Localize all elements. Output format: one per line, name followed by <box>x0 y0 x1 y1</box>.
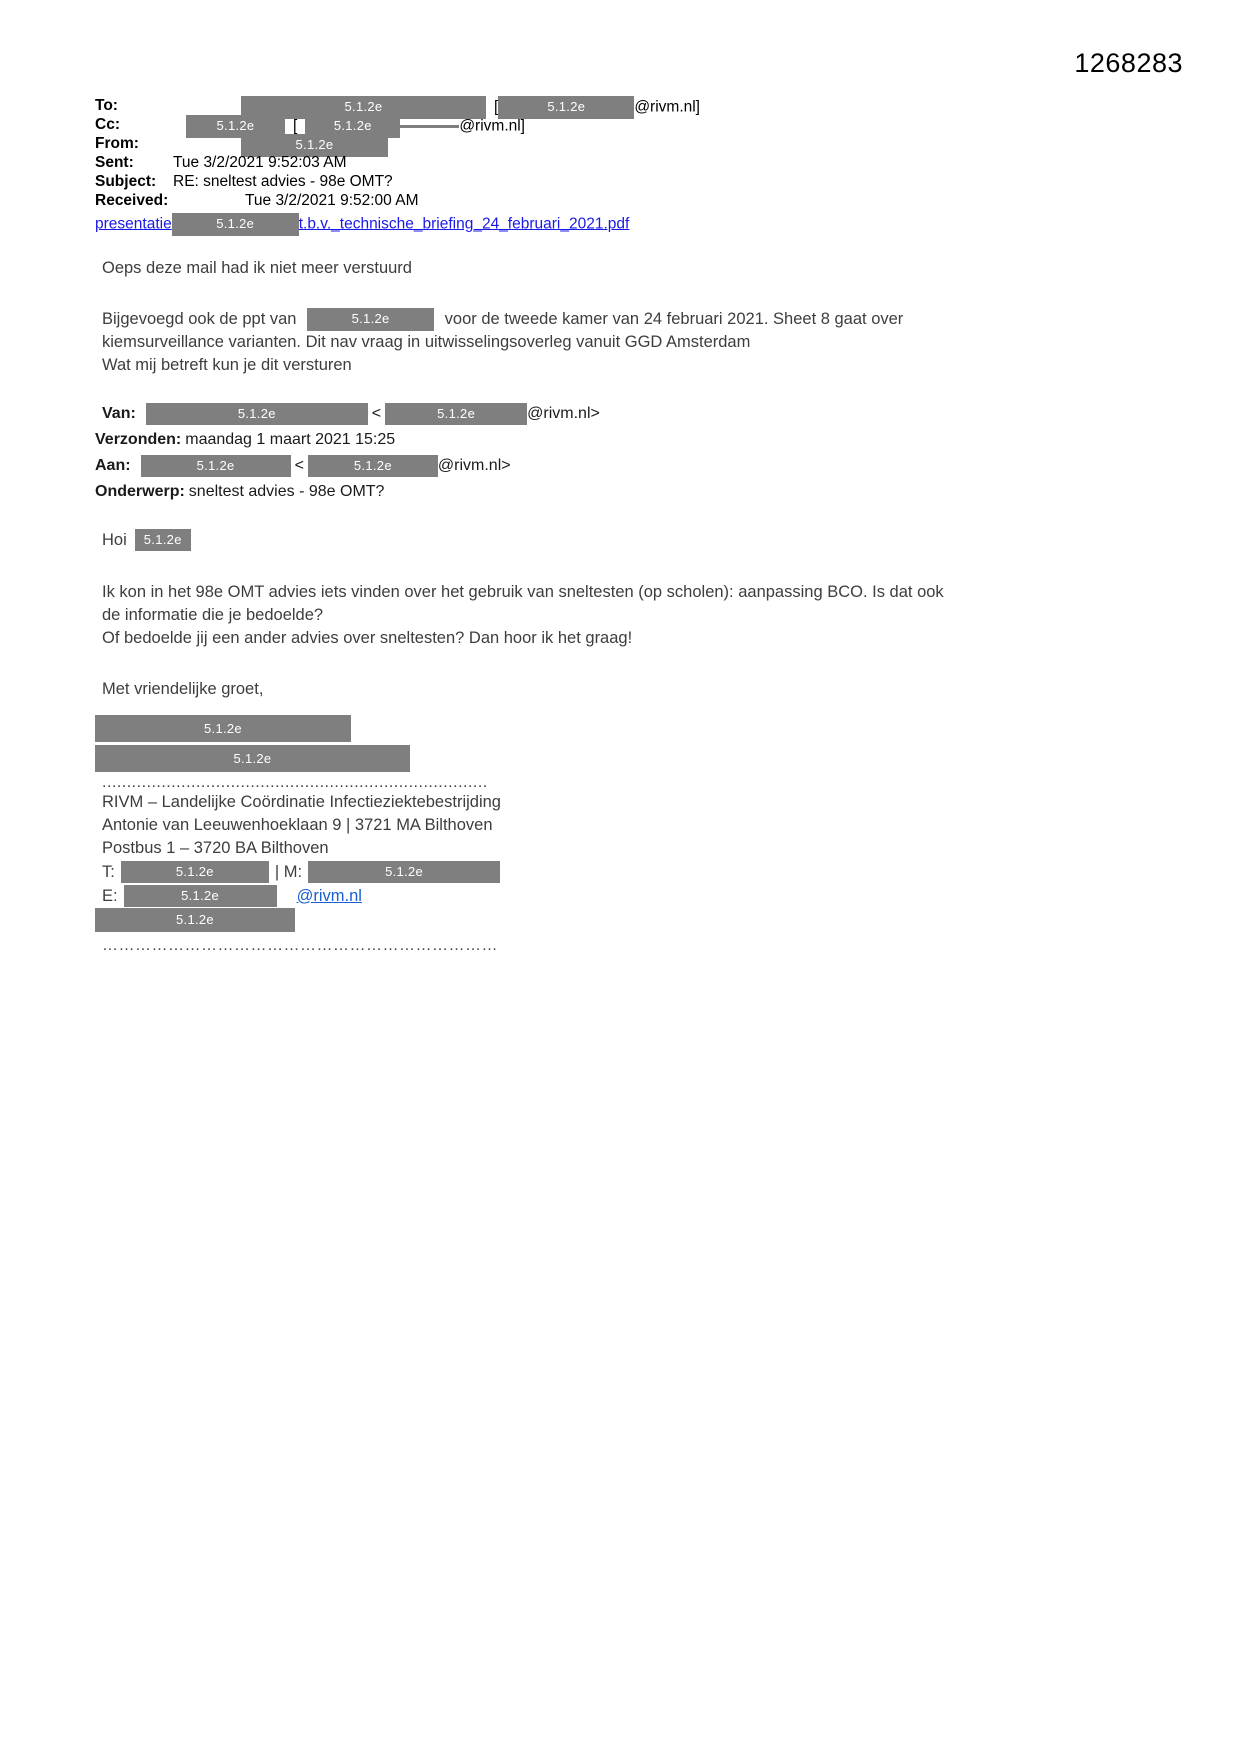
redaction-box <box>400 125 459 128</box>
quoted-row-van <box>95 401 1155 427</box>
angle-open: < <box>371 405 382 422</box>
header-value-received: Tue 3/2/2021 9:52:00 AM <box>245 192 419 209</box>
quoted-para1-line1: Ik kon in het 98e OMT advies iets vinden over het gebruik van sneltesten (op scholen): aanpassing BCO. Is dat ook <box>102 583 944 601</box>
quoted-email-header <box>95 401 1155 505</box>
body-line-2-part-b: voor de tweede kamer van 24 februari 2021. Sheet 8 gaat over <box>444 310 904 328</box>
attachment-row[interactable] <box>95 213 1155 235</box>
signature-divider-bottom: ……………………………………………………………… <box>102 937 498 954</box>
quoted-para1-line2: de informatie die je bedoelde? <box>102 606 324 624</box>
redaction-box: 5.1.2e <box>241 96 486 119</box>
signature-org-line-3: Postbus 1 – 3720 BA Bilthoven <box>102 839 329 857</box>
redaction-box: 5.1.2e <box>146 403 368 426</box>
quoted-van-suffix: @rivm.nl> <box>527 405 600 422</box>
signature-email-label: E: <box>102 886 118 905</box>
quoted-row-aan <box>95 453 1155 479</box>
body-line-2 <box>95 308 1155 331</box>
redaction-box: 5.1.2e <box>307 308 434 331</box>
quoted-value-verzonden: maandag 1 maart 2021 15:25 <box>185 431 396 448</box>
body-line-3: kiemsurveillance varianten. Dit nav vraag in uitwisselingsoverleg vanuit GGD Amsterdam <box>102 333 751 351</box>
angle-open: < <box>294 457 304 474</box>
body-line-4: Wat mij betreft kun je dit versturen <box>102 356 352 374</box>
header-cc-suffix: @rivm.nl] <box>459 117 525 135</box>
quoted-greeting-row <box>95 527 1155 553</box>
header-row-sent <box>95 153 1155 172</box>
email-body <box>95 257 1155 377</box>
header-label-subject: Subject: <box>95 173 157 190</box>
redaction-box: 5.1.2e <box>385 403 527 426</box>
redaction-box: 5.1.2e <box>95 908 295 932</box>
signature-name-row <box>95 715 1155 744</box>
quoted-closing: Met vriendelijke groet, <box>102 680 264 698</box>
redaction-box: 5.1.2e <box>135 529 191 552</box>
redaction-box: 5.1.2e <box>95 745 410 772</box>
header-label-sent: Sent: <box>95 154 134 171</box>
signature-email-link[interactable]: @rivm.nl <box>296 886 362 905</box>
header-to-suffix: @rivm.nl] <box>634 98 700 116</box>
quoted-aan-suffix: @rivm.nl> <box>437 457 511 474</box>
quoted-greeting: Hoi <box>102 530 127 549</box>
quoted-row-onderwerp <box>95 479 1155 505</box>
email-header <box>95 96 1155 235</box>
document-id: 1268283 <box>1074 48 1183 78</box>
header-row-to <box>95 96 1155 115</box>
spacer <box>95 280 1155 308</box>
redaction-box: 5.1.2e <box>172 213 299 236</box>
redaction-box: 5.1.2e <box>241 134 388 157</box>
attachment-link-suffix[interactable]: t.b.v._technische_briefing_24_februari_2021.pdf <box>298 215 630 233</box>
quoted-email-body <box>95 527 1155 701</box>
signature-divider-top: .............................................................................. <box>102 774 488 791</box>
bracket-open: [ <box>293 117 298 135</box>
redaction-box: 5.1.2e <box>186 115 285 138</box>
redaction-box: 5.1.2e <box>498 96 634 119</box>
header-row-from <box>95 134 1155 153</box>
quoted-label-verzonden: Verzonden: <box>95 431 182 448</box>
redaction-box: 5.1.2e <box>308 455 438 478</box>
redaction-box: 5.1.2e <box>124 885 277 908</box>
signature-org-line-1: RIVM – Landelijke Coördinatie Infectieziektebestrijding <box>102 793 501 811</box>
quoted-row-verzonden <box>95 427 1155 453</box>
header-label-from: From: <box>95 135 139 152</box>
redaction-box: 5.1.2e <box>95 715 351 742</box>
header-row-cc <box>95 115 1155 134</box>
signature-phone-label: T: <box>102 862 115 881</box>
signature-extra-row <box>95 908 1155 934</box>
quoted-label-onderwerp: Onderwerp: <box>95 483 185 500</box>
quoted-para2: Of bedoelde jij een ander advies over sneltesten? Dan hoor ik het graag! <box>102 629 633 647</box>
header-row-received <box>95 191 1155 210</box>
body-line-2-part-a: Bijgevoegd ook de ppt van <box>102 310 297 328</box>
redaction-box: 5.1.2e <box>121 861 269 884</box>
redaction-box: 5.1.2e <box>141 455 291 478</box>
email-content <box>95 96 1155 954</box>
signature-mobile-label: | M: <box>274 862 303 881</box>
quoted-value-onderwerp: sneltest advies - 98e OMT? <box>188 483 385 500</box>
quoted-label-aan: Aan: <box>95 457 131 474</box>
header-label-received: Received: <box>95 192 169 209</box>
attachment-link-prefix[interactable]: presentatie <box>95 215 172 233</box>
signature-phone-row <box>95 860 1155 884</box>
quoted-label-van: Van: <box>102 405 136 422</box>
header-value-sent: Tue 3/2/2021 9:52:03 AM <box>173 154 347 171</box>
signature-org-line-2: Antonie van Leeuwenhoeklaan 9 | 3721 MA Bilthoven <box>102 816 493 834</box>
header-row-subject <box>95 172 1155 191</box>
header-value-subject: RE: sneltest advies - 98e OMT? <box>173 173 393 190</box>
signature-email-row <box>95 884 1155 908</box>
redaction-box: 5.1.2e <box>305 115 400 138</box>
body-line-1: Oeps deze mail had ik niet meer verstuurd <box>102 259 412 277</box>
header-label-cc: Cc: <box>95 116 120 133</box>
spacer <box>95 650 1155 678</box>
signature-role-row <box>95 745 1155 775</box>
header-label-to: To: <box>95 97 118 114</box>
spacer <box>95 553 1155 581</box>
bracket-open: [ <box>494 98 499 116</box>
signature-block <box>95 715 1155 954</box>
redaction-box: 5.1.2e <box>308 861 500 884</box>
